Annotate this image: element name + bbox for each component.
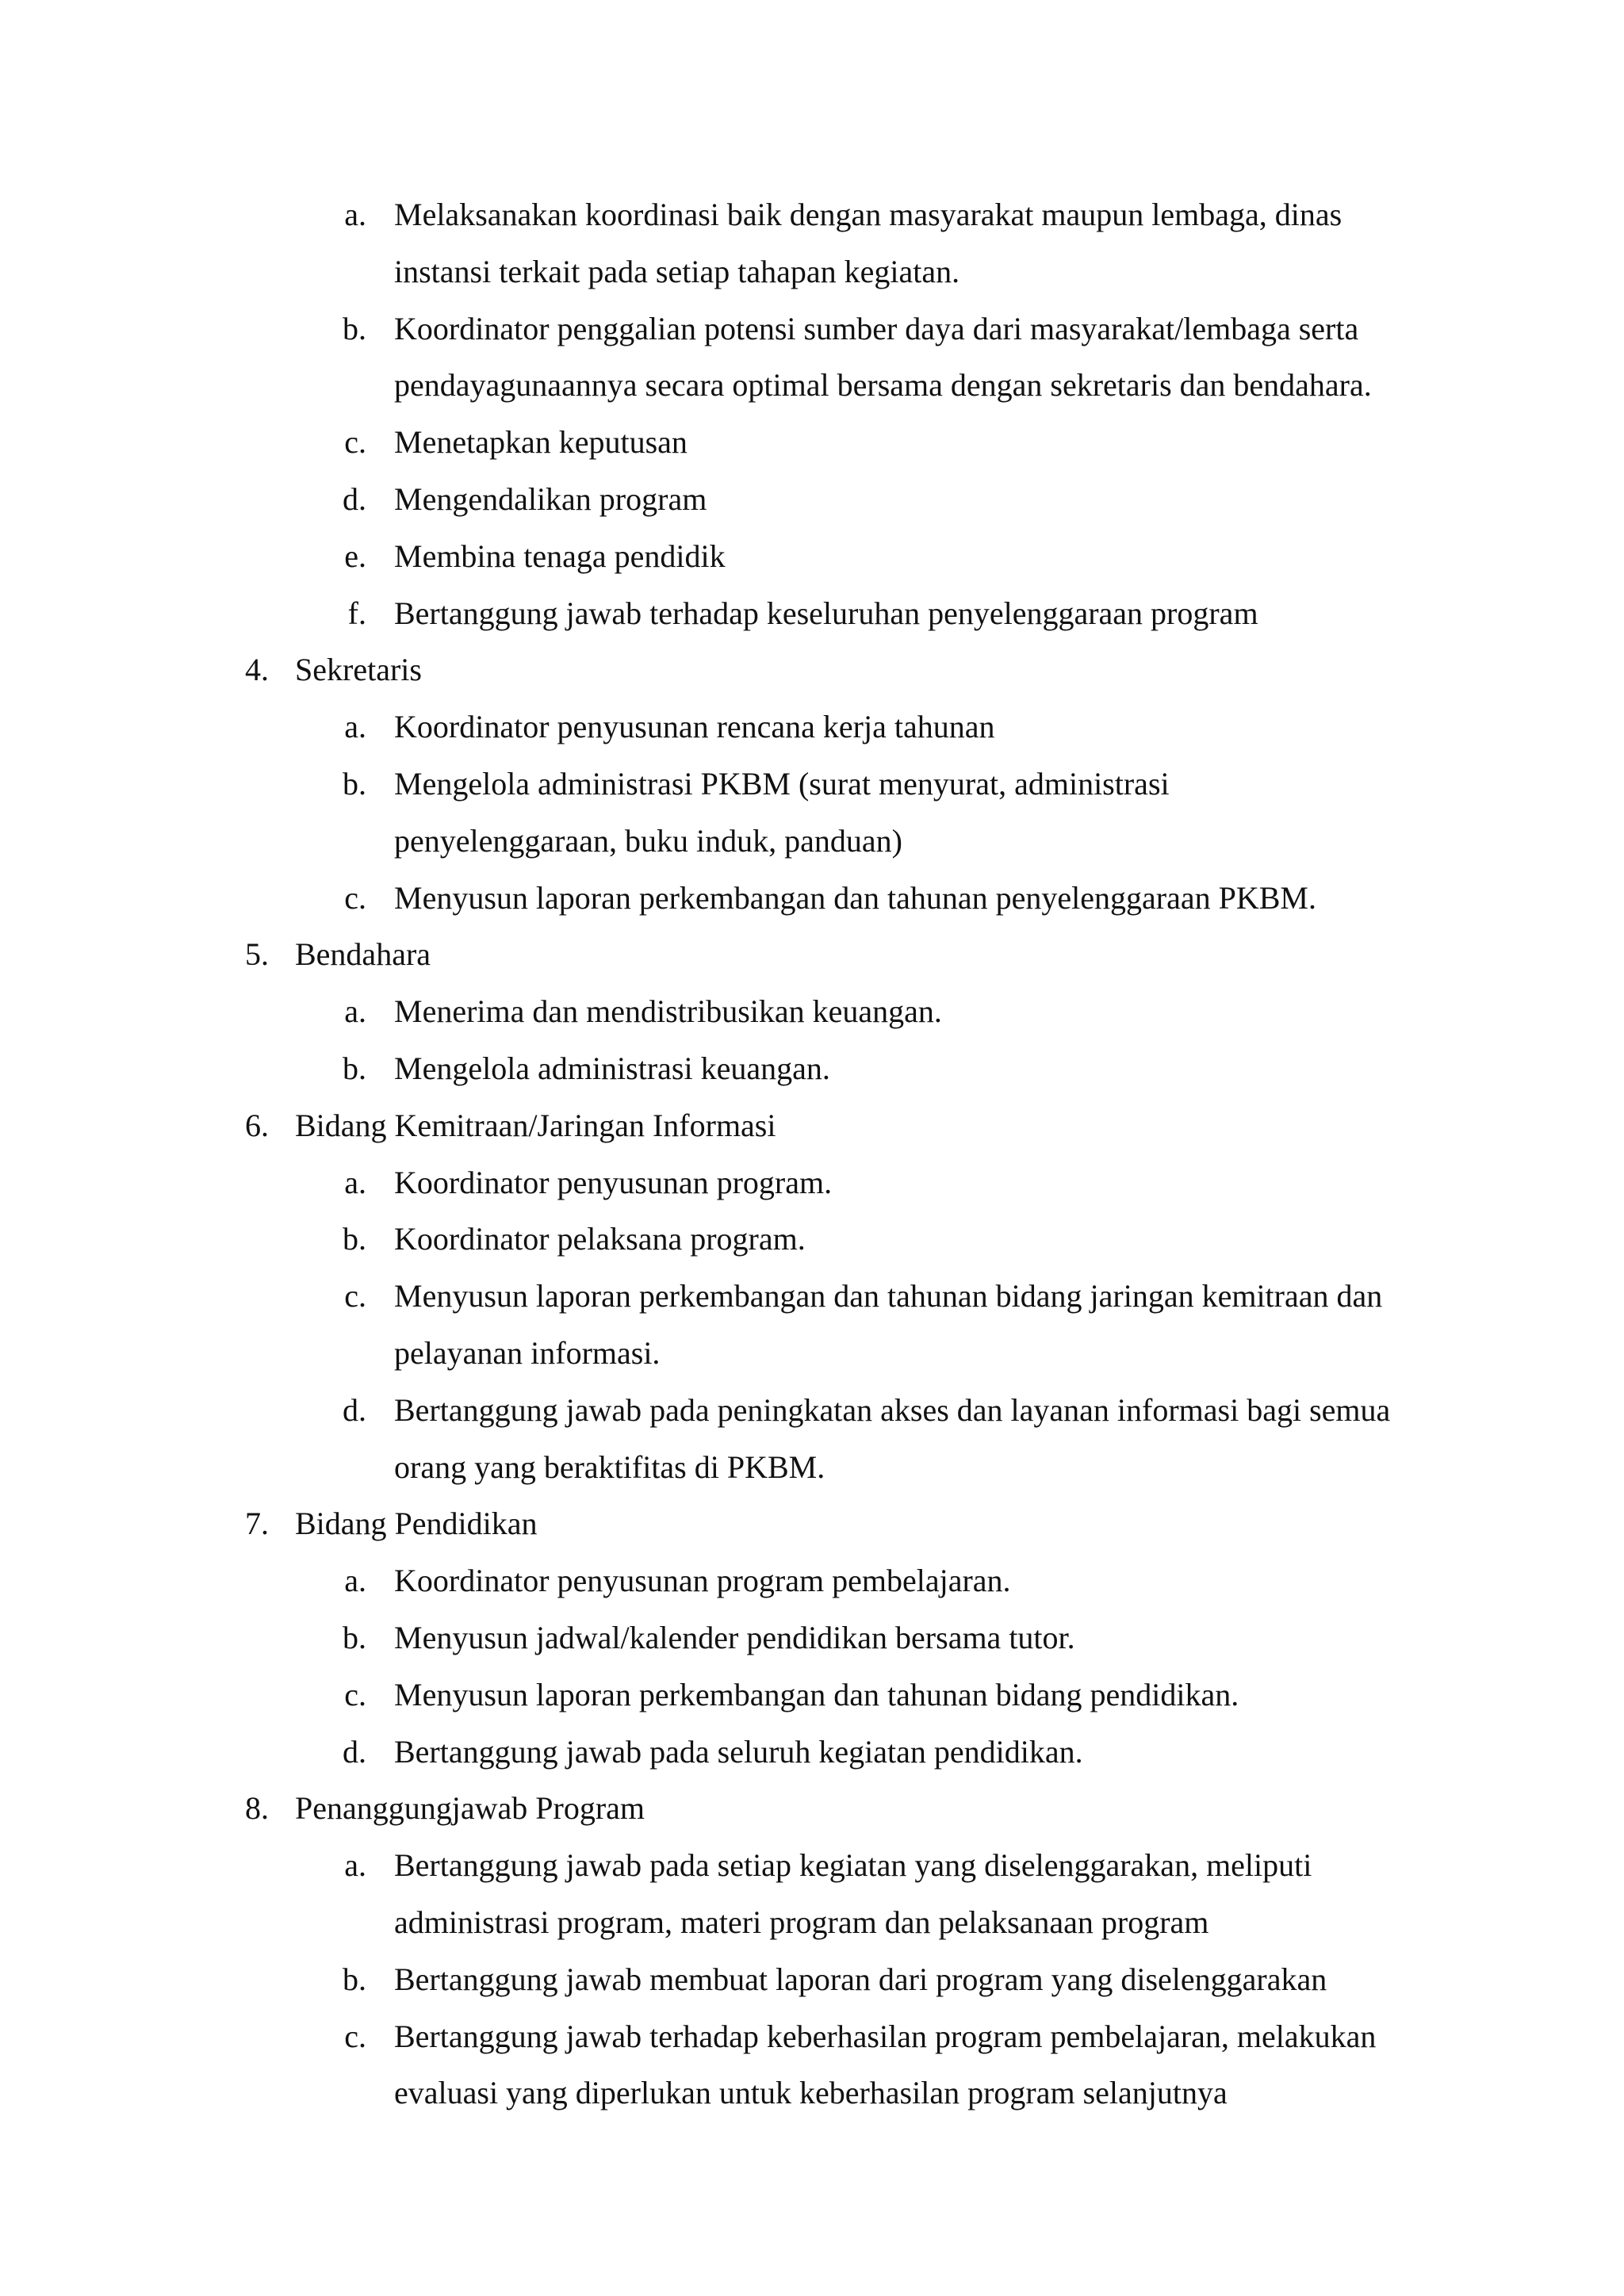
list-item-text: Bertanggung jawab pada seluruh kegiatan pendidikan.	[394, 1733, 1083, 1770]
list-marker: c.	[344, 424, 366, 461]
list-marker: b.	[343, 310, 366, 346]
lettered-item	[0, 1040, 1624, 1097]
list-item-text: Koordinator pelaksana program.	[394, 1221, 806, 1257]
numbered-item	[0, 1780, 1624, 1837]
list-item-text: Melaksanakan koordinasi baik dengan masyarakat maupun lembaga, dinas	[394, 197, 1342, 232]
list-item-text: penyelenggaraan, buku induk, panduan)	[394, 822, 902, 859]
item-continuation-line	[0, 357, 1624, 414]
responsibilities-list	[0, 186, 1624, 2122]
list-item-text: evaluasi yang diperlukan untuk keberhasilan program selanjutnya	[394, 2075, 1228, 2111]
list-marker: f.	[347, 595, 366, 631]
lettered-item	[0, 1724, 1624, 1781]
lettered-item	[0, 585, 1624, 642]
list-marker: d.	[343, 480, 366, 517]
lettered-item	[0, 1268, 1624, 1325]
lettered-item	[0, 1837, 1624, 1894]
list-marker: 7.	[245, 1506, 269, 1542]
numbered-item	[0, 1097, 1624, 1154]
lettered-item	[0, 983, 1624, 1040]
list-item-text: orang yang beraktifitas di PKBM.	[394, 1448, 825, 1485]
list-item-text: Bidang Pendidikan	[295, 1506, 538, 1542]
list-marker: a.	[344, 1563, 366, 1599]
list-item-text: instansi terkait pada setiap tahapan kegiatan.	[394, 253, 960, 289]
list-marker: b.	[343, 765, 366, 802]
lettered-item	[0, 471, 1624, 528]
list-item-text: Mengelola administrasi keuangan.	[394, 1050, 830, 1086]
lettered-item	[0, 1609, 1624, 1667]
list-item-text: Koordinator penggalian potensi sumber daya dari masyarakat/lembaga serta	[394, 310, 1359, 346]
list-item-text: Penanggungjawab Program	[295, 1790, 645, 1827]
list-item-text: pelayanan informasi.	[394, 1334, 661, 1371]
lettered-item	[0, 1382, 1624, 1439]
lettered-item	[0, 1667, 1624, 1724]
item-continuation-line	[0, 1894, 1624, 1951]
list-item-text: Koordinator penyusunan program pembelajaran.	[394, 1563, 1011, 1599]
list-marker: c.	[344, 1676, 366, 1712]
list-marker: a.	[344, 1164, 366, 1200]
list-item-text: administrasi program, materi program dan pelaksanaan program	[394, 1904, 1209, 1940]
list-marker: c.	[344, 1278, 366, 1314]
list-item-text: pendayagunaannya secara optimal bersama dengan sekretaris dan bendahara.	[394, 367, 1372, 404]
list-marker: d.	[343, 1391, 366, 1428]
lettered-item	[0, 698, 1624, 756]
item-continuation-line	[0, 813, 1624, 870]
list-item-text: Sekretaris	[295, 652, 422, 688]
list-marker: a.	[344, 993, 366, 1030]
item-continuation-line	[0, 1325, 1624, 1382]
item-continuation-line	[0, 2064, 1624, 2122]
list-marker: b.	[343, 1221, 366, 1257]
list-marker: 5.	[245, 936, 269, 973]
list-item-text: Bertanggung jawab terhadap keseluruhan penyelenggaraan program	[394, 595, 1258, 631]
list-item-text: Bidang Kemitraan/Jaringan Informasi	[295, 1107, 776, 1143]
lettered-item	[0, 414, 1624, 471]
list-marker: c.	[344, 879, 366, 916]
list-marker: a.	[344, 1847, 366, 1884]
lettered-item	[0, 528, 1624, 585]
list-marker: a.	[344, 709, 366, 745]
lettered-item	[0, 756, 1624, 813]
list-marker: c.	[344, 2018, 366, 2054]
item-continuation-line	[0, 243, 1624, 300]
numbered-item	[0, 926, 1624, 983]
lettered-item	[0, 1552, 1624, 1609]
list-item-text: Bertanggung jawab pada setiap kegiatan yang diselenggarakan, meliputi	[394, 1847, 1312, 1884]
list-marker: b.	[343, 1961, 366, 1997]
list-marker: e.	[344, 538, 366, 574]
list-item-text: Menyusun jadwal/kalender pendidikan bersama tutor.	[394, 1619, 1075, 1655]
list-item-text: Koordinator penyusunan rencana kerja tahunan	[394, 709, 995, 745]
list-marker: d.	[343, 1733, 366, 1770]
list-item-text: Menerima dan mendistribusikan keuangan.	[394, 993, 942, 1030]
list-item-text: Bertanggung jawab pada peningkatan akses dan layanan informasi bagi semua	[394, 1391, 1391, 1428]
list-item-text: Bertanggung jawab terhadap keberhasilan program pembelajaran, melakukan	[394, 2018, 1377, 2054]
list-marker: b.	[343, 1050, 366, 1086]
list-item-text: Menyusun laporan perkembangan dan tahunan penyelenggaraan PKBM.	[394, 879, 1316, 916]
lettered-item	[0, 186, 1624, 243]
lettered-item	[0, 1211, 1624, 1268]
list-marker: 4.	[245, 652, 269, 688]
list-marker: a.	[344, 197, 366, 232]
lettered-item	[0, 1951, 1624, 2008]
lettered-item	[0, 2008, 1624, 2065]
list-item-text: Koordinator penyusunan program.	[394, 1164, 833, 1200]
numbered-item	[0, 1495, 1624, 1552]
lettered-item	[0, 300, 1624, 358]
list-item-text: Mengelola administrasi PKBM (surat menyurat, administrasi	[394, 765, 1170, 802]
list-item-text: Bendahara	[295, 936, 431, 973]
list-marker: 6.	[245, 1107, 269, 1143]
list-item-text: Menetapkan keputusan	[394, 424, 688, 461]
list-item-text: Menyusun laporan perkembangan dan tahunan bidang pendidikan.	[394, 1676, 1239, 1712]
lettered-item	[0, 870, 1624, 927]
list-marker: b.	[343, 1619, 366, 1655]
item-continuation-line	[0, 1439, 1624, 1496]
list-item-text: Membina tenaga pendidik	[394, 538, 726, 574]
lettered-item	[0, 1154, 1624, 1211]
list-item-text: Menyusun laporan perkembangan dan tahunan bidang jaringan kemitraan dan	[394, 1278, 1383, 1314]
list-marker: 8.	[245, 1790, 269, 1827]
list-item-text: Bertanggung jawab membuat laporan dari program yang diselenggarakan	[394, 1961, 1327, 1997]
list-item-text: Mengendalikan program	[394, 480, 707, 517]
numbered-item	[0, 641, 1624, 698]
